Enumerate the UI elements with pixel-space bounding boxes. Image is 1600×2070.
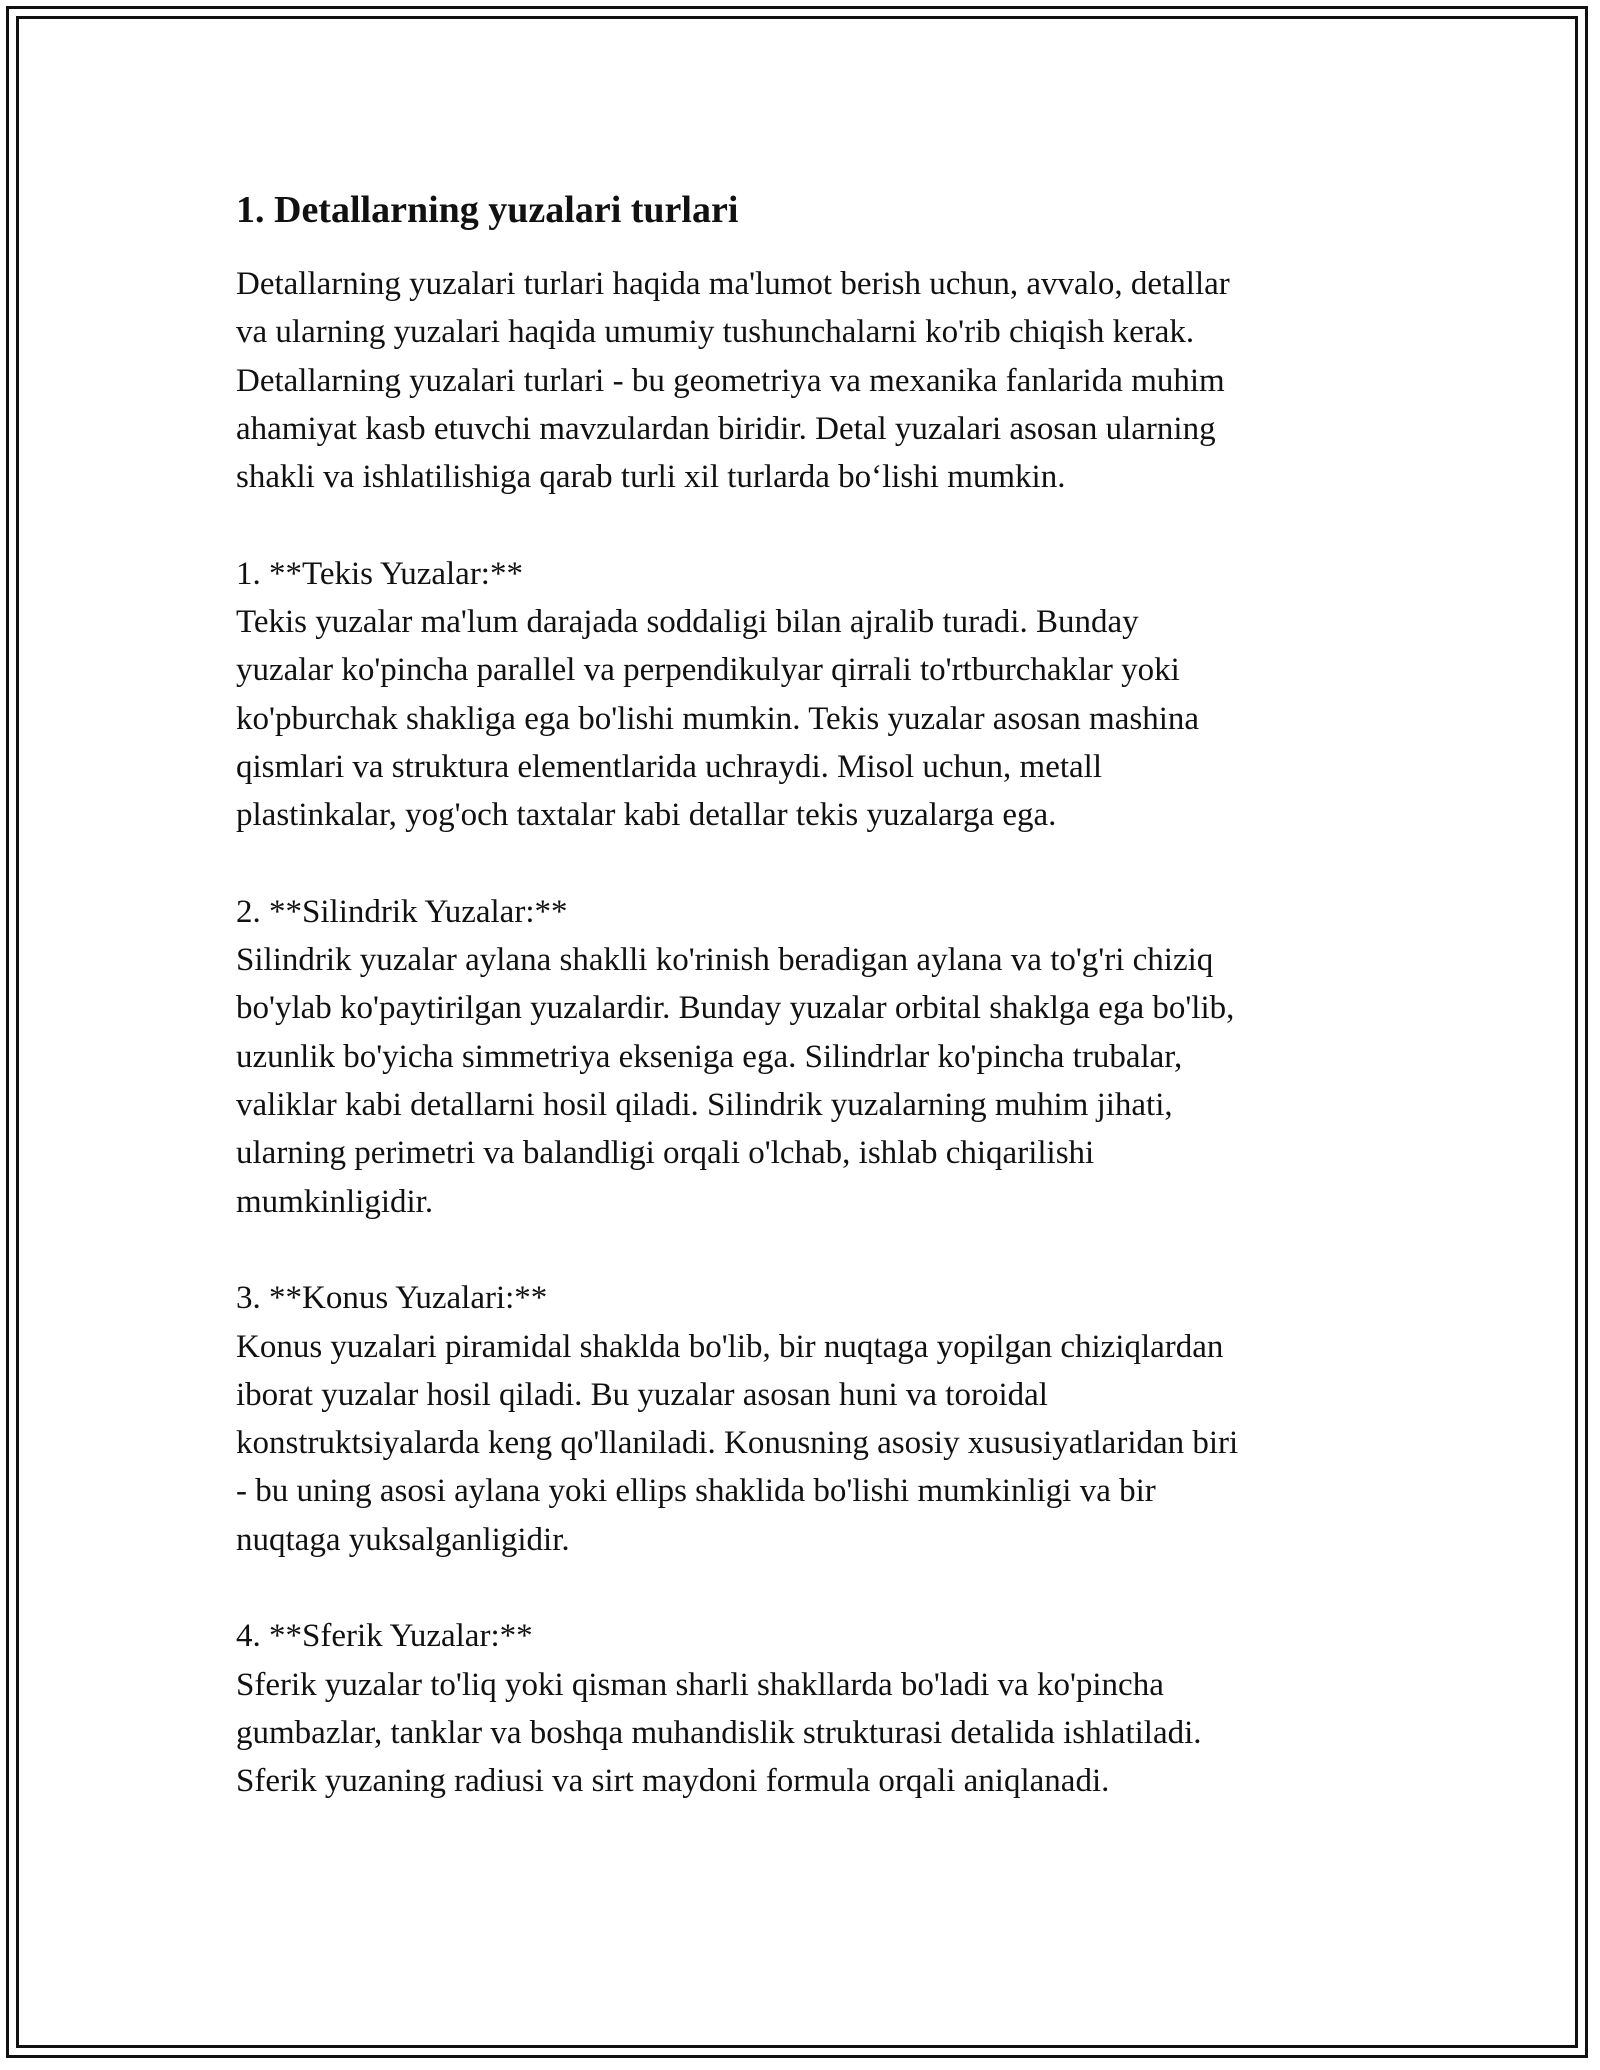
section-text: Tekis yuzalar ma'lum darajada soddaligi bilan ajralib turadi. Bunday yuzalar ko'pincha parallel va perpendikulyar qirrali to'rtburchaklar yoki ko'pburchak shakliga ega bo'lishi mumkin. Tekis yuzalar asosan mashina qismlari va struktura elementlarida uchraydi. Misol uchun, metall plastinkalar, yog'och taxtalar kabi detallar tekis yuzalarga ega. — [236, 604, 1200, 834]
intro-paragraph: Detallarning yuzalari turlari haqida ma'lumot berish uchun, avvalo, detallar va ularning yuzalari haqida umumiy tushunchalarni ko'rib chiqish kerak. Detallarning yuzalari turlari - bu geometriya va mexanika fanlarida muhim ahamiyat kasb etuvchi mavzulardan biridir. Detal yuzalari asosan ularning shakli va ishlatilishiga qarab turli xil turlarda bo‘lishi mumkin. — [236, 266, 1230, 496]
section-text: Konus yuzalari piramidal shaklda bo'lib, bir nuqtaga yopilgan chiziqlardan iborat yuzalar hosil qiladi. Bu yuzalar asosan huni va toroidal konstruktsiyalarda keng qo'llaniladi. Konusning asosiy xususiyatlaridan biri - bu uning asosi aylana yoki ellips shaklida bo'lishi mumkinligi va bir nuqtaga yuksalganligidir. — [236, 1328, 1239, 1558]
section-heading: 4. **Sferik Yuzalar:** — [236, 1618, 533, 1655]
section-sferik — [236, 1612, 1386, 1805]
section-konus — [236, 1274, 1386, 1564]
section-heading: 1. **Tekis Yuzalar:** — [236, 555, 523, 592]
section-silindrik — [236, 888, 1386, 1226]
section-tekis — [236, 550, 1386, 840]
section-heading: 3. **Konus Yuzalari:** — [236, 1280, 548, 1317]
section-heading: 2. **Silindrik Yuzalar:** — [236, 893, 568, 930]
document-title: 1. Detallarning yuzalari turlari — [236, 189, 739, 231]
section-text: Sferik yuzalar to'liq yoki qisman sharli shakllarda bo'ladi va ko'pincha gumbazlar, tanklar va boshqa muhandislik strukturasi detalida ishlatiladi. Sferik yuzaning radiusi va sirt maydoni formula orqali aniqlanadi. — [236, 1666, 1202, 1800]
document-body — [236, 186, 1386, 1806]
section-text: Silindrik yuzalar aylana shaklli ko'rinish beradigan aylana va to'g'ri chiziq bo'ylab ko'paytirilgan yuzalardir. Bunday yuzalar orbital shaklga ega bo'lib, uzunlik bo'yicha simmetriya ekseniga ega. Silindrlar ko'pincha trubalar, valiklar kabi detallarni hosil qiladi. Silindrik yuzalarning muhim jihati, ularning perimetri va balandligi orqali o'lchab, ishlab chiqarilishi mumkinligidir. — [236, 942, 1235, 1220]
